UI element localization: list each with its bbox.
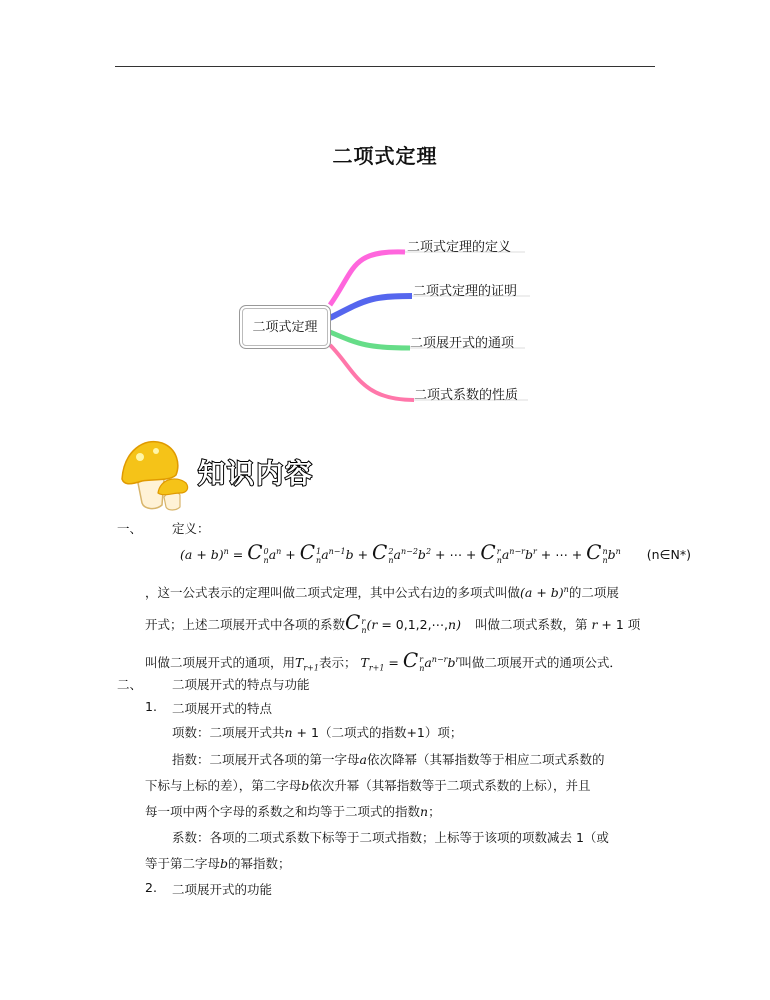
formula-domain: (n∈N*) xyxy=(646,547,691,562)
mindmap-branch-general-term: 二项展开式的通项 xyxy=(410,336,515,351)
section-1-paragraph-line-2: 开式；上述二项展开式中各项的系数C r n (r = 0,1,2,⋯,n) 叫做二项式系数，第 r + 1 项 xyxy=(145,610,641,635)
knowledge-banner: 知识内容 xyxy=(198,459,314,490)
section-1-number: 一、 xyxy=(117,521,143,536)
mindmap-connectors xyxy=(0,0,770,420)
mindmap-branch-definition: 二项式定理的定义 xyxy=(407,240,512,255)
mindmap-branch-coefficient-properties: 二项式系数的性质 xyxy=(414,388,519,403)
item-1-number: 1. xyxy=(145,699,157,714)
page-title: 二项式定理 xyxy=(332,144,438,168)
mindmap-branch-proof: 二项式定理的证明 xyxy=(413,284,518,299)
feature-exponent-line-3: 每一项中两个字母的系数之和均等于二项式的指数n； xyxy=(145,804,441,819)
feature-coefficient-line-1: 系数：各项的二项式系数下标等于二项式指数；上标等于该项的项数减去 1（或 xyxy=(172,830,609,845)
section-1-paragraph-line-1: ，这一公式表示的定理叫做二项式定理，其中公式右边的多项式叫做$(a + b)^n$的二项展 xyxy=(145,584,619,600)
feature-coefficient-line-2: 等于第二字母b的幂指数； xyxy=(145,856,291,871)
mindmap-root: 二项式定理 xyxy=(239,305,331,349)
section-1-heading: 定义： xyxy=(172,521,210,536)
item-1-heading: 二项展开式的特点 xyxy=(172,701,273,716)
feature-term-count: 项数：二项展开式共n + 1（二项式的指数+1）项； xyxy=(172,725,463,740)
item-2-number: 2. xyxy=(145,880,157,895)
section-1-paragraph-line-3: 叫做二项展开式的通项，用$T_{r+1}$表示； $T_{r+1} = C$ r n $a^{n-r}b^r$叫做二项展开式的通项公式． xyxy=(145,648,622,673)
section-2-number: 二、 xyxy=(117,677,143,692)
section-2-heading: 二项展开式的特点与功能 xyxy=(172,677,310,692)
mushroom-icon xyxy=(120,435,200,515)
item-2-heading: 二项展开式的功能 xyxy=(172,882,273,897)
binomial-formula: $(a + b)^n = C$ 0 n $a^n + C$ 1 n $a^{n-1}b + C$ 2 n $a^{n-2}b^2$ + ⋯ + C r n $a^{n-r}b^r$ + ⋯ + C n n $b^n$ (n∈N*) xyxy=(180,540,691,565)
feature-exponent-line-2: 下标与上标的差），第二字母b依次升幂（其幂指数等于二项式系数的上标），并且 xyxy=(145,778,591,793)
feature-exponent-line-1: 指数：二项展开式各项的第一字母a依次降幂（其幂指数等于相应二项式系数的 xyxy=(172,752,605,767)
